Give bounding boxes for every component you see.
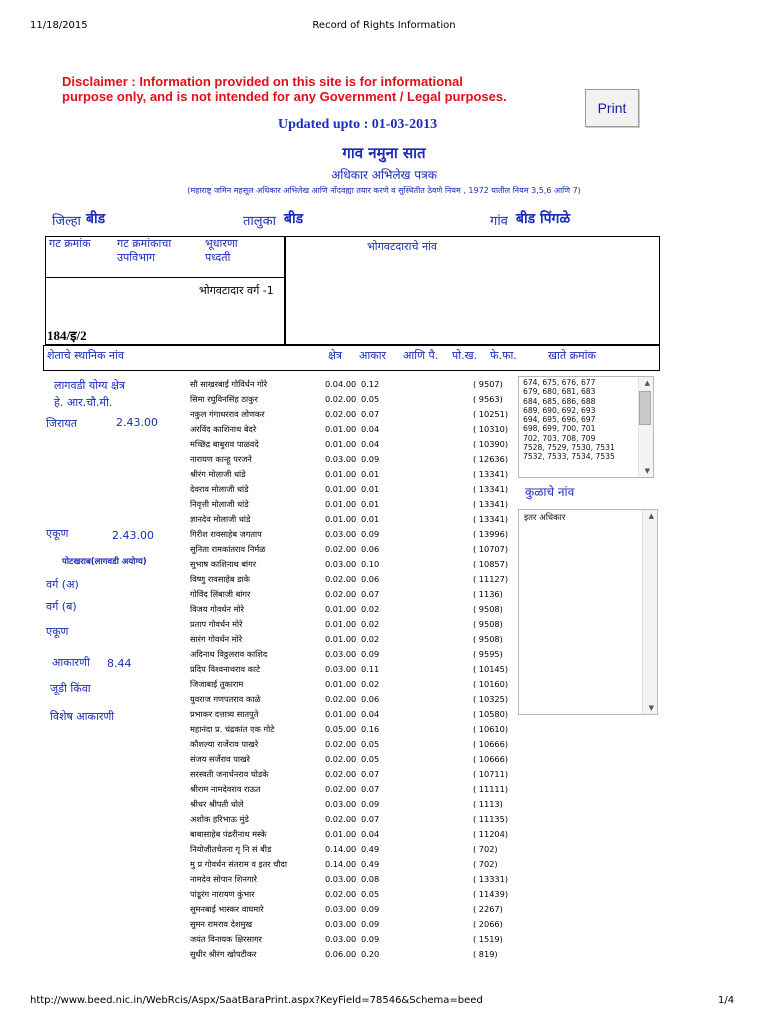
owner-row [187, 512, 517, 527]
khata-number-line: 7528, 7529, 7530, 7531 [523, 443, 615, 453]
village-label: गांव [490, 214, 508, 229]
akarani-value: 8.44 [107, 657, 132, 670]
owner-khata: ( 13996) [473, 529, 509, 539]
owner-name: गिरीश रावसाहेब जगताप [190, 529, 262, 539]
owner-name: युवराज गणपतराव काळे [190, 694, 261, 704]
owner-name: सुमनबाई भास्कर वाघमारे [190, 904, 264, 914]
owner-row [187, 647, 517, 662]
owner-assessment: 0.10 [361, 559, 380, 569]
owner-name: विष्णु रावसाहेब डाके [190, 574, 250, 584]
owner-name-label: भोगवटदाराचे नांव [367, 240, 438, 253]
owner-assessment: 0.05 [361, 754, 380, 764]
print-page-title: Record of Rights Information [312, 20, 456, 31]
khata-number-line: 698, 699, 700, 701 [523, 424, 596, 434]
owner-area: 0.03.00 [325, 874, 357, 884]
owner-assessment: 0.01 [361, 499, 380, 509]
owner-row [187, 407, 517, 422]
print-page-count: 1/4 [718, 995, 735, 1006]
owner-area: 0.02.00 [325, 769, 357, 779]
khata-number-items [519, 377, 653, 462]
owner-area: 0.01.00 [325, 679, 357, 689]
owner-area: 0.01.00 [325, 514, 357, 524]
owner-khata: ( 10666) [473, 739, 509, 749]
owner-area: 0.03.00 [325, 454, 357, 464]
owner-row [187, 572, 517, 587]
taluka-value: बीड [284, 211, 304, 227]
khata-number-line: 674, 675, 676, 677 [523, 378, 596, 387]
pokharab-label: पो.ख. [452, 349, 478, 362]
owner-assessment: 0.06 [361, 694, 380, 704]
owner-name: जिजाबाई तुकाराम [190, 679, 244, 689]
owner-row [187, 632, 517, 647]
owner-area: 0.01.00 [325, 484, 357, 494]
class-b-label: वर्ग (ब) [46, 600, 77, 613]
owner-row [187, 887, 517, 902]
owner-assessment: 0.02 [361, 619, 380, 629]
owner-assessment: 0.49 [361, 844, 380, 854]
owner-area: 0.05.00 [325, 724, 357, 734]
owner-assessment: 0.09 [361, 799, 380, 809]
owner-khata: ( 10325) [473, 694, 509, 704]
pokharab-heading: पोटखराब(लागवडी अयोग्य) [62, 557, 147, 567]
owner-row [187, 452, 517, 467]
owner-name: सारंग गोवर्धन मोरे [190, 634, 243, 644]
akarani-label: आकारणी [52, 656, 90, 669]
owner-assessment: 0.09 [361, 904, 380, 914]
owner-name: श्रीरंग मोलाजी धांडे [190, 469, 246, 479]
owner-area: 0.03.00 [325, 529, 357, 539]
owner-khata: ( 11127) [473, 574, 509, 584]
owner-area: 0.02.00 [325, 754, 357, 764]
khata-number-line: 702, 703, 708, 709 [523, 433, 596, 443]
owner-name-box [284, 236, 660, 345]
owner-assessment: 0.06 [361, 574, 380, 584]
owner-name: जयंत विनायक क्षिरसागर [190, 934, 263, 944]
owner-row [187, 557, 517, 572]
owner-area: 0.02.00 [325, 589, 357, 599]
owner-name: अरविंद काशिनाथ बेदरे [190, 424, 257, 434]
owner-assessment: 0.01 [361, 469, 380, 479]
owner-khata: ( 11135) [473, 814, 509, 824]
owner-name: विजय गोवर्धन मोरे [190, 604, 244, 614]
owner-assessment: 0.01 [361, 484, 380, 494]
khata-number-list[interactable] [518, 376, 654, 478]
khata-number-line: 7532, 7533, 7534, 7535 [523, 452, 615, 462]
owner-row [187, 827, 517, 842]
special-assessment-label: विशेष आकारणी [50, 710, 115, 723]
occupant-class: भोगवटादार वर्ग -1 [199, 284, 274, 297]
district-value: बीड [86, 211, 106, 227]
owner-khata: ( 10610) [473, 724, 509, 734]
paise-label: आणि पै. [403, 349, 439, 362]
owner-area: 0.02.00 [325, 694, 357, 704]
scroll-down-icon[interactable]: ▼ [648, 704, 654, 712]
district-label: जिल्हा [52, 214, 81, 229]
owner-name: संजय सर्जेराव पाखरे [190, 754, 251, 764]
owner-area: 0.03.00 [325, 934, 357, 944]
owner-row [187, 872, 517, 887]
owner-khata: ( 2066) [473, 919, 503, 929]
owner-row [187, 947, 517, 962]
owner-khata: ( 13341) [473, 514, 509, 524]
owner-assessment: 0.09 [361, 649, 380, 659]
cultivable-area-label: लागवडी योग्य क्षेत्र [54, 379, 126, 392]
owner-assessment: 0.04 [361, 439, 380, 449]
owner-khata: ( 13341) [473, 469, 509, 479]
khata-number-line: 684, 685, 686, 688 [523, 396, 596, 406]
owner-assessment: 0.05 [361, 889, 380, 899]
disclaimer-line-2: purpose only, and is not intended for any Government / Legal purposes. [62, 89, 507, 104]
disclaimer-line-1: Disclaimer : Information provided on this site is for informational [62, 74, 463, 89]
owner-row [187, 812, 517, 827]
owner-name: नामदेव सोपान शिनगारे [190, 874, 257, 884]
owner-assessment: 0.11 [361, 664, 380, 674]
owner-area: 0.02.00 [325, 409, 357, 419]
khata-number-line: 689, 690, 692, 693 [523, 405, 596, 415]
owner-area: 0.02.00 [325, 784, 357, 794]
owner-khata: ( 9508) [473, 604, 503, 614]
owner-khata: ( 1519) [473, 934, 503, 944]
owner-khata: ( 9563) [473, 394, 503, 404]
owner-row [187, 677, 517, 692]
jirayat-value: 2.43.00 [116, 416, 158, 429]
owner-khata: ( 10145) [473, 664, 509, 674]
owner-row [187, 542, 517, 557]
owner-khata: ( 9508) [473, 634, 503, 644]
owner-area: 0.02.00 [325, 394, 357, 404]
owner-name: कौशल्या राजेंराव पाखरे [190, 739, 259, 749]
tenure-label: भूधारणा पध्दती [205, 237, 238, 264]
owner-row [187, 467, 517, 482]
tenant-name-label: कुळाचे नांव [525, 485, 575, 499]
owner-area: 0.01.00 [325, 619, 357, 629]
owner-assessment: 0.16 [361, 724, 380, 734]
owner-row [187, 782, 517, 797]
owner-area: 0.01.00 [325, 829, 357, 839]
owner-name: सुभाष काशिनाथ बांगर [190, 559, 257, 569]
owner-name: नियोजीतचेतना गृ नि सं बीड [190, 844, 272, 854]
owner-row [187, 722, 517, 737]
khata-scroll-thumb[interactable] [639, 391, 651, 425]
scroll-up-icon[interactable]: ▲ [648, 512, 654, 520]
khata-number-line: 679, 680, 681, 683 [523, 387, 596, 397]
owner-khata: ( 702) [473, 859, 498, 869]
khata-scrollbar[interactable] [638, 377, 653, 477]
owner-name: अदिनाथ विठ्ठलराव काशिद [190, 649, 268, 659]
owner-area: 0.01.00 [325, 424, 357, 434]
owner-khata: ( 10310) [473, 424, 509, 434]
owner-row [187, 392, 517, 407]
owner-area: 0.14.00 [325, 859, 357, 869]
khata-number-label: खाते क्रमांक [548, 349, 596, 362]
khata-number-line: 694, 695, 696, 697 [523, 415, 596, 425]
owner-row [187, 437, 517, 452]
owner-name: मु प्र गोवर्धन संतराम व इतर चौदा [190, 859, 287, 869]
owner-name: अशोक हरिभाऊ मुंडे [190, 814, 249, 824]
owner-assessment: 0.09 [361, 454, 380, 464]
owner-area: 0.03.00 [325, 559, 357, 569]
owner-row [187, 692, 517, 707]
owner-name: मच्छिंद्र बाबुराव पाळवदे [190, 439, 259, 449]
owner-khata: ( 11204) [473, 829, 509, 839]
owner-row [187, 917, 517, 932]
owner-khata: ( 11111) [473, 784, 509, 794]
owner-assessment: 0.09 [361, 529, 380, 539]
owner-khata: ( 11439) [473, 889, 509, 899]
disclaimer [62, 74, 562, 104]
owner-khata: ( 12636) [473, 454, 509, 464]
village-value: बीड पिंगळे [516, 211, 571, 227]
form-rule-reference: (महाराष्ट्र जमिन महसूल अधिकार अभिलेख आणि नोंदवह्या तयार करणे व सुस्थितीत ठेवणे नियम , 1972 यातील नियम 3,5,6 आणि 7) [187, 186, 581, 195]
owner-row [187, 527, 517, 542]
owner-row [187, 857, 517, 872]
total2-label: एकूण [46, 625, 69, 638]
owner-name: गोविंद लिंबाजी बांगर [190, 589, 251, 599]
owner-area: 0.02.00 [325, 544, 357, 554]
assessment-label: आकार [359, 349, 387, 362]
owner-khata: ( 10580) [473, 709, 509, 719]
owner-name: सुधीर श्रीरंग खोपटीकर [190, 949, 257, 959]
owner-name: श्रीधर श्रीपती धोले [190, 799, 244, 809]
owner-row [187, 482, 517, 497]
survey-number: 184/इ/2 [47, 328, 87, 343]
owner-khata: ( 819) [473, 949, 498, 959]
owner-area: 0.02.00 [325, 739, 357, 749]
owner-name: प्रताप गोवर्धन मोरे [190, 619, 243, 629]
owner-assessment: 0.05 [361, 739, 380, 749]
owner-khata: ( 9508) [473, 619, 503, 629]
owner-assessment: 0.49 [361, 859, 380, 869]
gat-no-label: गट क्रमांक [49, 237, 91, 250]
owner-row [187, 842, 517, 857]
owner-assessment: 0.07 [361, 784, 380, 794]
owner-assessment: 0.20 [361, 949, 380, 959]
owner-area: 0.03.00 [325, 799, 357, 809]
owner-khata: ( 702) [473, 844, 498, 854]
owner-assessment: 0.02 [361, 604, 380, 614]
print-date: 11/18/2015 [30, 20, 88, 31]
owner-khata: ( 10390) [473, 439, 509, 449]
owner-name: सरस्वती जनार्धनराव घोडके [190, 769, 269, 779]
other-rights-scrollbar[interactable] [642, 510, 657, 714]
owner-assessment: 0.09 [361, 919, 380, 929]
owner-row [187, 707, 517, 722]
owner-assessment: 0.02 [361, 679, 380, 689]
owner-area: 0.03.00 [325, 919, 357, 929]
updated-upto: Updated upto : 01-03-2013 [278, 117, 438, 132]
owner-assessment: 0.04 [361, 424, 380, 434]
owner-row [187, 587, 517, 602]
local-name-label: शेताचे स्थानिक नांव [47, 349, 124, 362]
owner-khata: ( 13331) [473, 874, 509, 884]
owner-assessment: 0.01 [361, 514, 380, 524]
owner-khata: ( 10160) [473, 679, 509, 689]
owner-assessment: 0.07 [361, 409, 380, 419]
owner-assessment: 0.07 [361, 589, 380, 599]
owner-name: महानंदा प्र. चंद्रकांत एक गोटे [190, 724, 275, 734]
other-rights-box[interactable] [518, 509, 658, 715]
owner-name: सुमन रामराव देशमुख [190, 919, 253, 929]
fefa-label: फे.फा. [490, 349, 517, 362]
total-label: एकूण [46, 527, 69, 540]
owner-list [187, 377, 517, 962]
owner-name: बाबासाहेब पंढरीनाथ मस्के [190, 829, 267, 839]
owner-khata: ( 1136) [473, 589, 503, 599]
owner-area: 0.03.00 [325, 649, 357, 659]
owner-name: सिमा रघुविनसिंह ठाकुर [190, 394, 258, 404]
owner-name: ज्ञानदेव मोलाजी धांडे [190, 514, 251, 524]
class-a-label: वर्ग (अ) [46, 578, 79, 591]
owner-name: देवराव मोलाजी धांडे [190, 484, 249, 494]
taluka-label: तालुका [243, 214, 276, 229]
owner-khata: ( 13341) [473, 499, 509, 509]
owner-area: 0.01.00 [325, 469, 357, 479]
land-detail-divider [46, 277, 284, 278]
owner-area: 0.04.00 [325, 379, 357, 389]
owner-assessment: 0.06 [361, 544, 380, 554]
owner-khata: ( 10251) [473, 409, 509, 419]
owner-assessment: 0.04 [361, 709, 380, 719]
gat-subdivision-label: गट क्रमांकाचा उपविभाग [117, 237, 172, 264]
owner-name: प्रभाकर दत्तात्र्य सातपुते [190, 709, 259, 719]
owner-area: 0.01.00 [325, 634, 357, 644]
scroll-up-icon[interactable]: ▲ [644, 379, 650, 387]
owner-name: श्रीराम नामदेवराव राऊत [190, 784, 261, 794]
owner-name: निवृत्ती मोलाजी धांडे [190, 499, 249, 509]
owner-assessment: 0.05 [361, 394, 380, 404]
owner-assessment: 0.12 [361, 379, 380, 389]
owner-row [187, 497, 517, 512]
unit-label: हे. आर.चौ.मी. [54, 396, 113, 409]
owner-khata: ( 10857) [473, 559, 509, 569]
owner-area: 0.01.00 [325, 439, 357, 449]
owner-row [187, 932, 517, 947]
owner-row [187, 752, 517, 767]
owner-row [187, 617, 517, 632]
print-button[interactable]: Print [585, 89, 639, 127]
owner-area: 0.03.00 [325, 664, 357, 674]
owner-assessment: 0.02 [361, 634, 380, 644]
owner-row [187, 797, 517, 812]
area-label: क्षेत्र [328, 349, 342, 362]
form-subtitle: अधिकार अभिलेख पत्रक [331, 168, 437, 182]
owner-khata: ( 10711) [473, 769, 509, 779]
owner-khata: ( 9507) [473, 379, 503, 389]
owner-name: सौ साखरबाई गोविंर्धन गोरे [190, 379, 268, 389]
owner-name: पांडूरंग नारायण कुंभार [190, 889, 255, 899]
owner-khata: ( 2267) [473, 904, 503, 914]
owner-assessment: 0.04 [361, 829, 380, 839]
owner-row [187, 602, 517, 617]
owner-row [187, 737, 517, 752]
owner-assessment: 0.08 [361, 874, 380, 884]
owner-area: 0.01.00 [325, 604, 357, 614]
owner-area: 0.02.00 [325, 574, 357, 584]
owner-name: सुनिता रामकांतराव निर्मळ [190, 544, 266, 554]
owner-row [187, 662, 517, 677]
owner-area: 0.01.00 [325, 499, 357, 509]
owner-area: 0.02.00 [325, 889, 357, 899]
owner-assessment: 0.07 [361, 769, 380, 779]
owner-assessment: 0.09 [361, 934, 380, 944]
owner-khata: ( 1113) [473, 799, 503, 809]
owner-assessment: 0.07 [361, 814, 380, 824]
owner-row [187, 422, 517, 437]
owner-name: प्रदिप विश्वनाथराव काटे [190, 664, 261, 674]
owner-khata: ( 10666) [473, 754, 509, 764]
owner-khata: ( 13341) [473, 484, 509, 494]
owner-area: 0.03.00 [325, 904, 357, 914]
print-url: http://www.beed.nic.in/WebRcis/Aspx/SaatBaraPrint.aspx?KeyField=78546&Schema=beed [30, 995, 483, 1006]
scroll-down-icon[interactable]: ▼ [644, 467, 650, 475]
form-title: गाव नमुना सात [342, 144, 426, 162]
owner-area: 0.06.00 [325, 949, 357, 959]
jirayat-label: जिरायत [46, 417, 78, 430]
owner-row [187, 377, 517, 392]
owner-khata: ( 10707) [473, 544, 509, 554]
total-value: 2.43.00 [112, 529, 154, 542]
owner-name: नकुल गंगाधरराव लोणकर [190, 409, 265, 419]
other-rights-label: इतर अधिकार [524, 513, 566, 523]
judi-label: जूडी किंवा [50, 682, 91, 695]
owner-area: 0.14.00 [325, 844, 357, 854]
owner-row [187, 767, 517, 782]
owner-area: 0.01.00 [325, 709, 357, 719]
owner-khata: ( 9595) [473, 649, 503, 659]
owner-name: नारायण कान्हू परजने [190, 454, 252, 464]
owner-row [187, 902, 517, 917]
owner-area: 0.02.00 [325, 814, 357, 824]
